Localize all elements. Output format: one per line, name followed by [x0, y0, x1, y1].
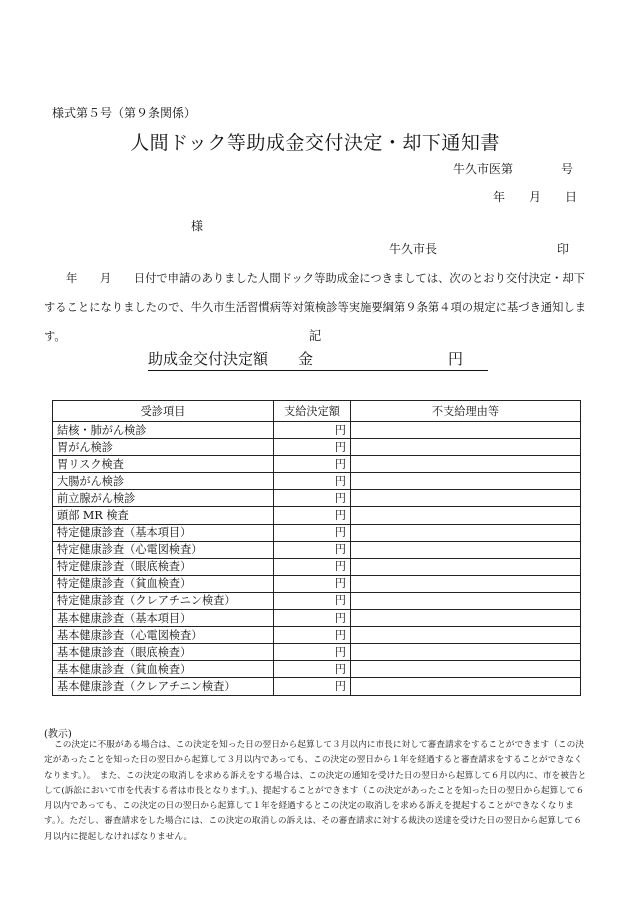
nonpayment-reason-cell [351, 422, 581, 439]
exam-item-cell: 大腸がん検診 [53, 473, 274, 490]
decided-amount-cell: 円 [274, 610, 351, 627]
nonpayment-reason-cell [351, 456, 581, 473]
decided-amount-cell: 円 [274, 678, 351, 695]
table-row [53, 473, 581, 490]
form-label: 様式第５号（第９条関係） [52, 106, 197, 120]
header-exam-item: 受診項目 [53, 401, 274, 422]
exam-item-cell: 基本健康診査（眼底検査） [53, 644, 274, 661]
nonpayment-reason-cell [351, 661, 581, 678]
exam-item-cell: 特定健康診査（眼底検査） [53, 558, 274, 575]
nonpayment-reason-cell [351, 627, 581, 644]
grant-amount-line: 助成金交付決定額 金 円 [148, 349, 488, 371]
exam-item-cell: 胃がん検診 [53, 439, 274, 456]
nonpayment-reason-cell [351, 610, 581, 627]
decided-amount-cell: 円 [274, 558, 351, 575]
exam-item-cell: 結核・肺がん検診 [53, 422, 274, 439]
exam-item-cell: 特定健康診査（貧血検査） [53, 575, 274, 592]
nonpayment-reason-cell [351, 524, 581, 541]
notice-heading: (教示) [44, 729, 72, 740]
exam-item-cell: 基本健康診査（心電図検査） [53, 627, 274, 644]
nonpayment-reason-cell [351, 507, 581, 524]
decided-amount-cell: 円 [274, 592, 351, 609]
nonpayment-reason-cell [351, 558, 581, 575]
table-row [53, 678, 581, 695]
exam-item-cell: 基本健康診査（クレアチニン検査） [53, 678, 274, 695]
nonpayment-reason-cell [351, 490, 581, 507]
nonpayment-reason-cell [351, 473, 581, 490]
decided-amount-cell: 円 [274, 439, 351, 456]
exam-item-cell: 特定健康診査（心電図検査） [53, 541, 274, 558]
table-row [53, 592, 581, 609]
body-text: 年 月 日付で申請のありました人間ドック等助成金につきましては、次のとおり交付決定・却下することになりましたので、牛久市生活習慣病等対策検診等実施要綱第９条第４項の規定に基づき通知します。 [44, 272, 587, 343]
decided-amount-cell: 円 [274, 661, 351, 678]
nonpayment-reason-cell [351, 592, 581, 609]
decided-amount-cell: 円 [274, 473, 351, 490]
issue-date: 年 月 日 [493, 190, 578, 204]
table-row [53, 575, 581, 592]
document-title: 人間ドック等助成金交付決定・却下通知書 [130, 132, 500, 154]
nonpayment-reason-cell [351, 541, 581, 558]
exam-item-cell: 特定健康診査（クレアチニン検査） [53, 592, 274, 609]
table-row [53, 524, 581, 541]
table-row [53, 456, 581, 473]
table-row [53, 661, 581, 678]
table-row [53, 422, 581, 439]
exam-item-cell: 前立腺がん検診 [53, 490, 274, 507]
table-row [53, 610, 581, 627]
nonpayment-reason-cell [351, 644, 581, 661]
ki-heading: 記 [308, 328, 322, 343]
decided-amount-cell: 円 [274, 541, 351, 558]
exam-item-cell: 頭部 MR 検査 [53, 507, 274, 524]
notice-text: この決定に不服がある場合は、この決定を知った日の翌日から起算して３月以内に市長に対して審査請求をすることができます（この決定があったことを知った日の翌日から起算して３月以内であっても、この決定の翌日から１年を経過すると審査請求をすることができなくなります。）。 また、この決定の取消しを求める訴えをする場合は、この決定の通知を受けた日の翌日から起算して６月以内に、市を被告として(訴訟において市を代表する者は市長となります。)、提起することができます（この決定があったことを知った日の翌日から起算して６月以内であっても、この決定の日の翌日から起算して１年を経過するとこの決定の取消しを求める訴えを提起することができなくなります。）。ただし、審査請求をした場合には、この決定の取消しの訴えは、その審査請求に対する裁決の送達を受けた日の翌日から起算して６月以内に提起しなければなりません。 [44, 740, 587, 842]
issuer: 牛久市長 印 [389, 242, 570, 256]
table-row [53, 507, 581, 524]
nonpayment-reason-cell [351, 678, 581, 695]
nonpayment-reason-cell [351, 439, 581, 456]
document-number: 牛久市医第 号 [453, 162, 574, 176]
decided-amount-cell: 円 [274, 490, 351, 507]
result-table [52, 400, 581, 696]
decided-amount-cell: 円 [274, 422, 351, 439]
decided-amount-cell: 円 [274, 644, 351, 661]
exam-item-cell: 胃リスク検査 [53, 456, 274, 473]
table-row [53, 541, 581, 558]
decided-amount-cell: 円 [274, 575, 351, 592]
decided-amount-cell: 円 [274, 524, 351, 541]
table-row [53, 558, 581, 575]
header-nonpayment-reason: 不支給理由等 [351, 401, 581, 422]
table-row [53, 627, 581, 644]
decided-amount-cell: 円 [274, 627, 351, 644]
table-row [53, 644, 581, 661]
decided-amount-cell: 円 [274, 456, 351, 473]
header-decided-amount: 支給決定額 [274, 401, 351, 422]
decided-amount-cell: 円 [274, 507, 351, 524]
addressee: 様 [191, 219, 204, 233]
exam-item-cell: 特定健康診査（基本項目） [53, 524, 274, 541]
exam-item-cell: 基本健康診査（基本項目） [53, 610, 274, 627]
table-row [53, 439, 581, 456]
nonpayment-reason-cell [351, 575, 581, 592]
table-header-row [53, 401, 581, 422]
table-row [53, 490, 581, 507]
exam-item-cell: 基本健康診査（貧血検査） [53, 661, 274, 678]
